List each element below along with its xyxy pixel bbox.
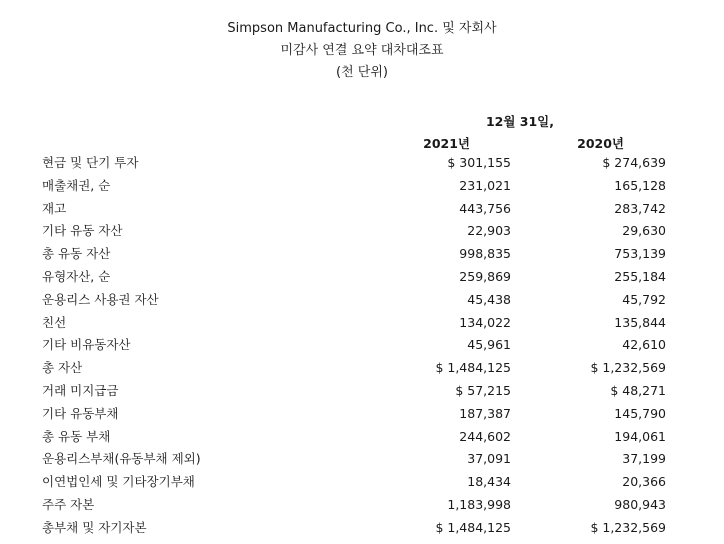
row-label: 주주 자본 [42, 496, 95, 512]
value-2020: 145,790 [614, 405, 666, 421]
value-2020: 194,061 [614, 428, 666, 444]
value-2021: 187,387 [459, 405, 511, 421]
balance-sheet-table [0, 152, 724, 540]
value-2021: $ 1,484,125 [435, 360, 511, 376]
value-2021: 37,091 [467, 451, 511, 467]
value-2021: 244,602 [459, 428, 511, 444]
value-2020: 37,199 [622, 451, 666, 467]
report-header [0, 18, 724, 84]
value-2021: 45,438 [467, 291, 511, 307]
row-label: 매출채권, 순 [42, 177, 111, 193]
row-label: 총부채 및 자기자본 [42, 519, 147, 535]
value-2020: 20,366 [622, 474, 666, 490]
value-2020: 135,844 [614, 314, 666, 330]
row-label: 친선 [42, 314, 67, 330]
value-2020: $ 1,232,569 [590, 360, 666, 376]
table-row [0, 289, 724, 312]
table-row [0, 266, 724, 289]
value-2021: 134,022 [459, 314, 511, 330]
row-label: 총 유동 자산 [42, 246, 111, 262]
value-2020: 283,742 [614, 200, 666, 216]
table-row [0, 175, 724, 198]
statement-title: 미감사 연결 요약 대차대조표 [280, 43, 444, 58]
value-2021: 18,434 [467, 474, 511, 490]
row-label: 현금 및 단기 투자 [42, 155, 139, 170]
value-2020: 753,139 [614, 246, 666, 262]
value-2021: 231,021 [459, 177, 511, 193]
value-2020: 980,943 [614, 496, 666, 512]
table-row [0, 471, 724, 494]
row-label: 운용리스 사용권 자산 [42, 291, 159, 307]
value-2020: 29,630 [622, 223, 666, 239]
table-row [0, 426, 724, 449]
row-label: 유형자산, 순 [42, 268, 111, 284]
year-2021-header: 2021년 [423, 136, 470, 151]
table-row [0, 312, 724, 335]
value-2020: $ 48,271 [610, 382, 666, 398]
row-label: 거래 미지급금 [42, 382, 119, 398]
value-2020: $ 1,232,569 [590, 519, 666, 535]
row-label: 이연법인세 및 기타장기부채 [42, 474, 195, 490]
table-row [0, 403, 724, 426]
value-2021: 998,835 [459, 246, 511, 262]
table-row [0, 380, 724, 403]
value-2021: 259,869 [459, 268, 511, 284]
table-row [0, 243, 724, 266]
value-2021: 45,961 [467, 337, 511, 353]
period-header: 12월 31일, [485, 114, 554, 129]
value-2020: 42,610 [622, 337, 666, 353]
value-2020: $ 274,639 [602, 155, 666, 170]
row-label: 기타 유동부채 [42, 405, 119, 421]
table-row [0, 152, 724, 175]
table-row [0, 220, 724, 243]
table-row [0, 334, 724, 357]
table-row [0, 357, 724, 380]
value-2021: $ 301,155 [447, 155, 511, 170]
row-label: 운용리스부채(유동부채 제외) [42, 451, 201, 467]
row-label: 기타 유동 자산 [42, 223, 123, 239]
row-label: 기타 비유동자산 [42, 337, 131, 353]
table-row [0, 494, 724, 517]
row-label: 총 자산 [42, 360, 83, 376]
table-row [0, 448, 724, 471]
value-2020: 165,128 [614, 177, 666, 193]
table-row [0, 517, 724, 540]
value-2020: 255,184 [614, 268, 666, 284]
unit-note: (천 단위) [336, 65, 388, 80]
value-2020: 45,792 [622, 291, 666, 307]
value-2021: $ 57,215 [455, 382, 511, 398]
value-2021: 443,756 [459, 200, 511, 216]
value-2021: 1,183,998 [447, 496, 511, 512]
row-label: 재고 [42, 200, 67, 216]
table-row [0, 198, 724, 221]
row-label: 총 유동 부채 [42, 428, 111, 444]
value-2021: 22,903 [467, 223, 511, 239]
value-2021: $ 1,484,125 [435, 519, 511, 535]
year-2020-header: 2020년 [577, 136, 624, 151]
company-name: Simpson Manufacturing Co., Inc. 및 자회사 [227, 21, 497, 36]
